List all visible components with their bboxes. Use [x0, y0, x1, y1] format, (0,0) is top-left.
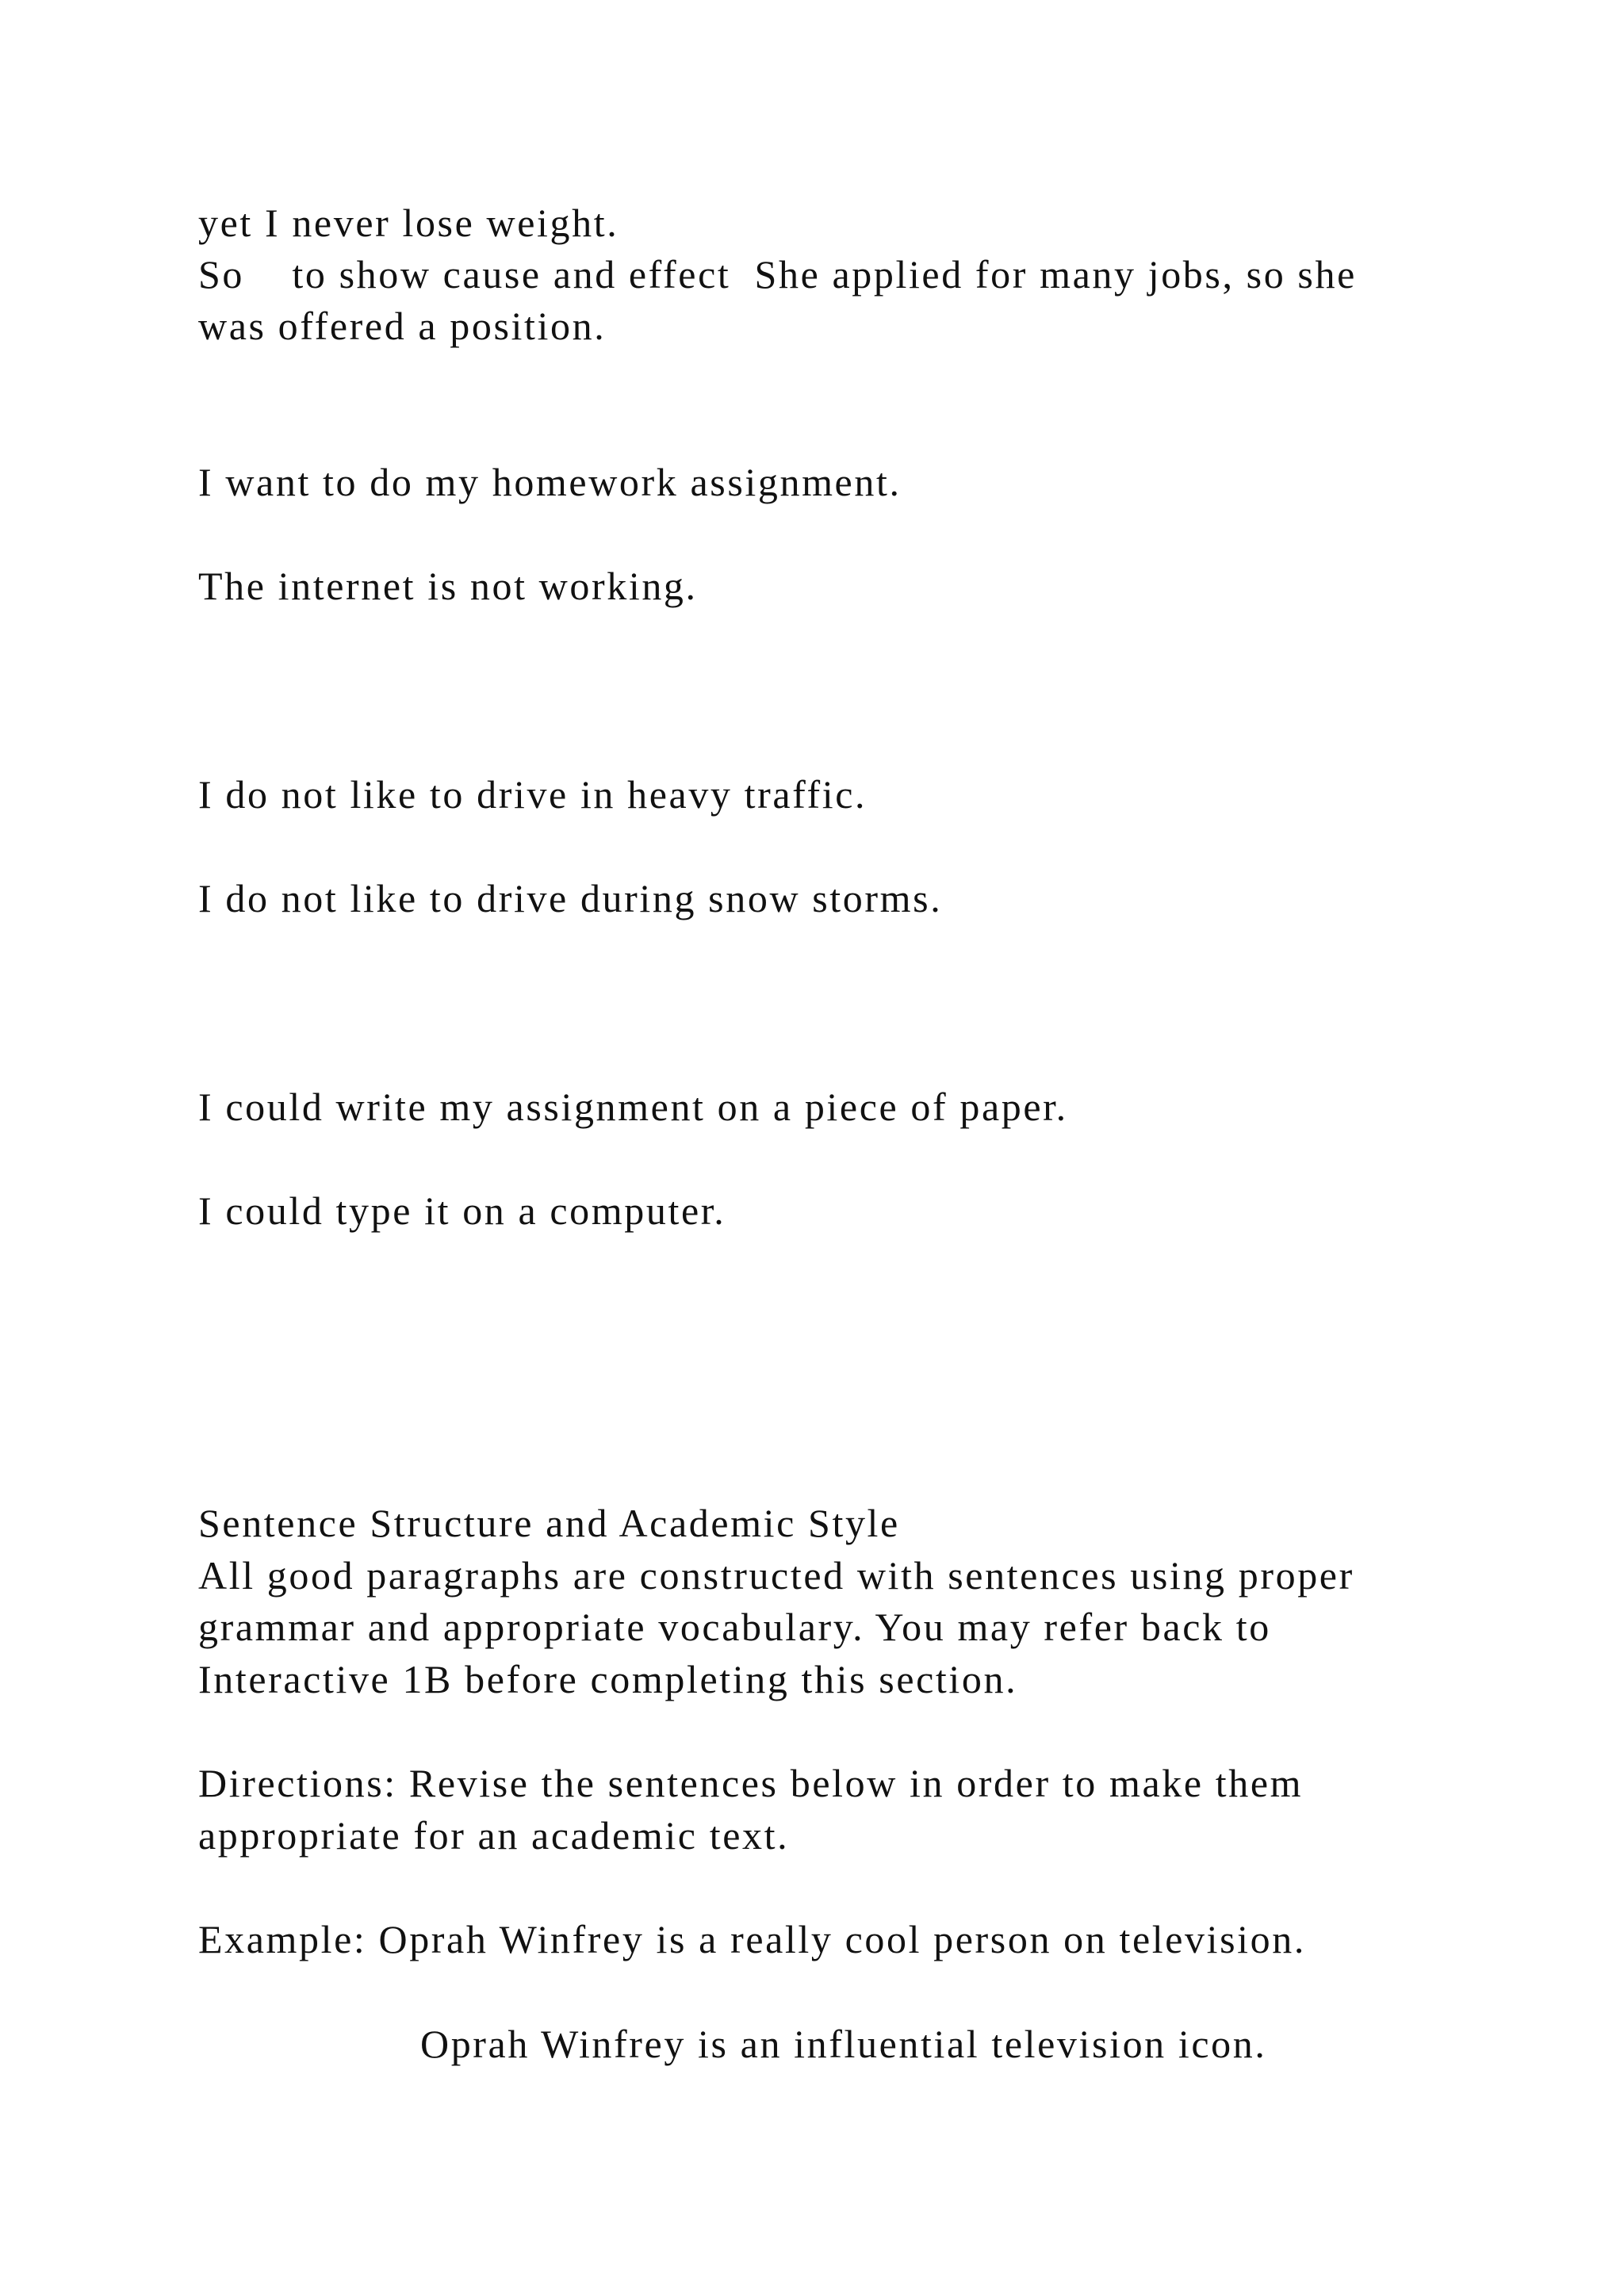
sentence-pair-3-a: I could write my assignment on a piece of paper. — [198, 1085, 1068, 1129]
section-body-line-3: Interactive 1B before completing this section. — [198, 1657, 1018, 1701]
section-body-line-2: grammar and appropriate vocabulary. You may refer back to — [198, 1605, 1271, 1649]
intro-line-3: was offered a position. — [198, 304, 607, 348]
sentence-pair-3-b: I could type it on a computer. — [198, 1188, 726, 1233]
section-body-line-1: All good paragraphs are constructed with sentences using proper — [198, 1553, 1354, 1598]
intro-line-1: yet I never lose weight. — [198, 201, 619, 245]
sentence-pair-2-b: I do not like to drive during snow storms. — [198, 876, 943, 920]
sentence-pair-2-a: I do not like to drive in heavy traffic. — [198, 772, 868, 817]
directions-line-2: appropriate for an academic text. — [198, 1813, 790, 1858]
section-heading: Sentence Structure and Academic Style — [198, 1501, 900, 1545]
example-sentence: Example: Oprah Winfrey is a really cool person on television. — [198, 1917, 1306, 1961]
directions-line-1: Directions: Revise the sentences below in order to make them — [198, 1761, 1304, 1805]
intro-line-2: So to show cause and effect She applied for many jobs, so she — [198, 252, 1357, 297]
sentence-pair-1-a: I want to do my homework assignment. — [198, 460, 902, 504]
sentence-pair-1-b: The internet is not working. — [198, 564, 698, 608]
example-revision: Oprah Winfrey is an influential television icon. — [420, 2022, 1267, 2066]
